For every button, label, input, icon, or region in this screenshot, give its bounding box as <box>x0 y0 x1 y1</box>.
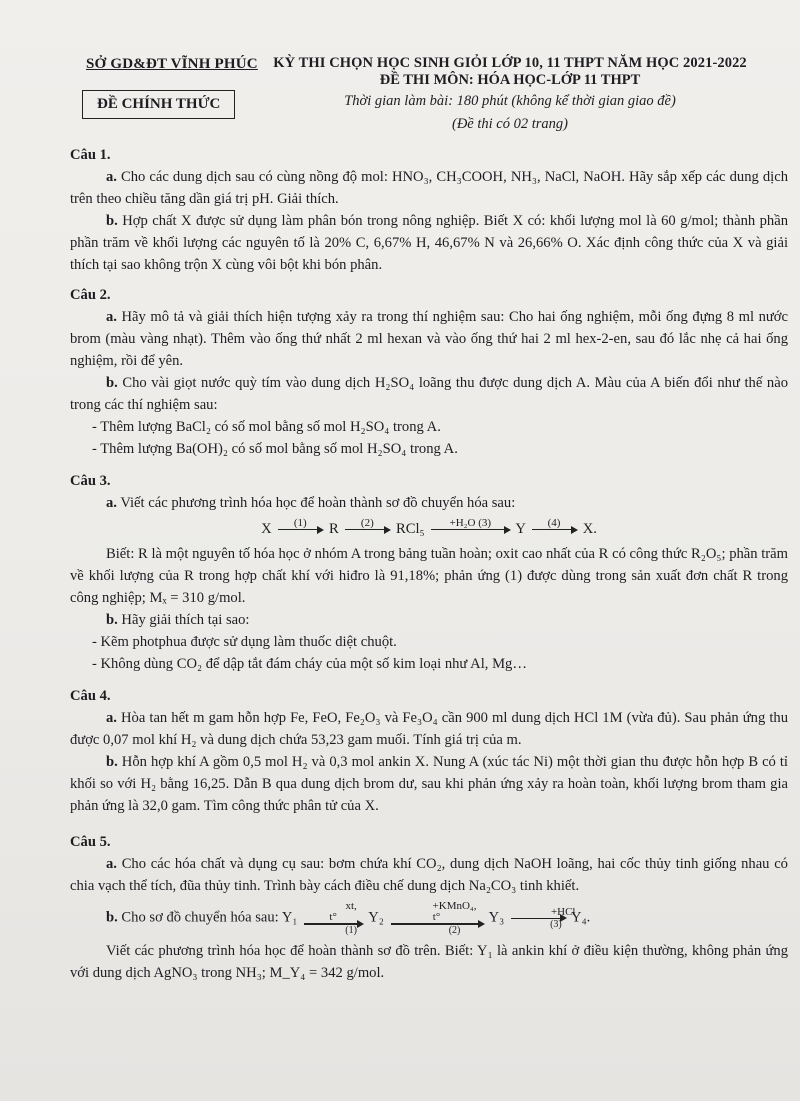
question-text: Hãy giải thích tại sao: <box>121 612 250 629</box>
exam-title: KỲ THI CHỌN HỌC SINH GIỎI LỚP 10, 11 THPT NĂM HỌC 2021-2022 <box>273 55 747 71</box>
question-2-title: Câu 2. <box>70 287 111 303</box>
species: X. <box>582 521 597 537</box>
exam-content <box>70 138 788 984</box>
exam-subject: ĐỀ THI MÔN: HÓA HỌC-LỚP 11 THPT <box>379 72 641 88</box>
arrow-label: (3) <box>550 919 562 931</box>
reaction-arrow <box>391 901 483 935</box>
exam-duration: Thời gian làm bài: 180 phút (không kể thời gian giao đề) <box>344 93 676 109</box>
arrow-label: (4) <box>547 517 561 529</box>
arrow-label: xt, t° <box>329 900 357 924</box>
header-right <box>270 55 750 133</box>
question-4b <box>70 751 788 817</box>
species: Y <box>515 521 526 537</box>
species: Y₂ <box>368 909 384 926</box>
part-label: a. <box>106 309 117 325</box>
part-label: b. <box>106 909 118 926</box>
question-4-title: Câu 4. <box>70 688 111 705</box>
reaction-arrow <box>431 518 509 541</box>
question-5-title: Câu 5. <box>70 834 111 851</box>
species: Y₁ <box>281 909 298 926</box>
reaction-arrow <box>511 905 576 931</box>
species: Y₃ <box>488 909 505 926</box>
question-text: Cho vài giọt nước quỳ tím vào dung dịch H₂SO₄ loãng thu được dung dịch A. Màu của A biến đổi như thế nào trong các thí nghiệm sau: <box>70 375 788 413</box>
question-3-note: Biết: R là một nguyên tố hóa học ở nhóm A trong bảng tuần hoàn; oxit cao nhất của R có công thức R₂O₅; phần trăm về khối lượng của R trong hợp chất khí với hiđro là 91,18%; phản ứng (1) được dùng trong sản xuất đơn chất R trong công nghiệp; Mₓ = 310 g/mol. <box>70 546 788 607</box>
part-label: b. <box>106 213 118 229</box>
part-label: a. <box>106 169 117 185</box>
header-left <box>86 56 266 73</box>
question-5a <box>70 853 788 897</box>
question-3a <box>70 492 788 514</box>
question-text: Cho sơ đồ chuyển hóa sau: <box>121 909 279 926</box>
arrow-label: (2) <box>360 517 374 529</box>
pages-note: (Đề thi có 02 trang) <box>452 116 568 132</box>
part-label: b. <box>106 612 118 629</box>
species: X <box>261 521 272 537</box>
arrow-label: +KMnO₄, t° <box>432 900 477 924</box>
question-1a <box>70 166 788 210</box>
list-item: - Thêm lượng Ba(OH)₂ có số mol bằng số mol H₂SO₄ trong A. <box>92 441 458 457</box>
department-name: SỞ GD&ĐT VĨNH PHÚC <box>86 56 258 72</box>
arrow-label: (2) <box>448 924 461 936</box>
part-label: b. <box>106 375 118 391</box>
reaction-scheme-1 <box>70 518 788 541</box>
question-text: Viết các phương trình hóa học để hoàn thành sơ đồ chuyển hóa sau: <box>120 495 516 511</box>
reaction-arrow <box>532 518 576 541</box>
question-3-title: Câu 3. <box>70 473 111 489</box>
part-label: a. <box>106 495 117 511</box>
question-text: Hợp chất X được sử dụng làm phân bón trong nông nghiệp. Biết X có: khối lượng mol là 60 g/mol; thành phần phần trăm về khối lượng các nguyên tố là 20% C, 6,67% H, 46,67% N và 26,66% O. Xác định công thức của X và giải thích tại sao không trộn X cùng vôi bột khi bón phân. <box>70 213 789 273</box>
reaction-arrow <box>278 518 322 541</box>
official-badge: ĐỀ CHÍNH THỨC <box>82 90 235 119</box>
part-label: a. <box>106 856 117 873</box>
question-2b <box>70 372 788 416</box>
question-5b <box>70 901 788 935</box>
question-text: Hỗn hợp khí A gồm 0,5 mol H₂ và 0,3 mol ankin X. Nung A (xúc tác Ni) một thời gian thu được hỗn hợp B có tỉ khối so với H₂ bằng 16,25. Dẫn B qua dung dịch brom dư, sau khi phản ứng xảy ra hoàn toàn, khối lượng brom tham gia phản ứng là 32,0 gam. Tìm công thức phân tử của X. <box>70 754 788 815</box>
arrow-label: (1) <box>293 517 307 529</box>
question-3b <box>70 609 788 631</box>
reaction-arrow <box>304 901 362 935</box>
arrow-label: (1) <box>345 924 357 936</box>
question-2a <box>70 306 788 372</box>
list-item: - Thêm lượng BaCl₂ có số mol bằng số mol H₂SO₄ trong A. <box>92 419 441 435</box>
species: RCl₅ <box>396 521 425 537</box>
part-label: a. <box>106 710 117 727</box>
species: R <box>328 521 339 537</box>
part-label: b. <box>106 754 118 771</box>
question-text: Cho các dung dịch sau có cùng nồng độ mol: HNO₃, CH₃COOH, NH₃, NaCl, NaOH. Hãy sắp xếp các dung dịch trên theo chiều tăng dần giá trị pH. Giải thích. <box>70 169 788 207</box>
question-5-note: Viết các phương trình hóa học để hoàn thành sơ đồ trên. Biết: Y₁ là ankin khí ở điều kiện thường, không phản ứng với dung dịch AgNO₃ trong NH₃; M_Y₄ = 342 g/mol. <box>70 942 788 981</box>
list-item: - Kẽm photphua được sử dụng làm thuốc diệt chuột. <box>92 634 397 651</box>
list-item: - Không dùng CO₂ để dập tắt đám cháy của một số kim loại như Al, Mg… <box>92 656 527 673</box>
question-4a <box>70 707 788 751</box>
question-text: Cho các hóa chất và dụng cụ sau: bơm chứa khí CO₂, dung dịch NaOH loãng, hai cốc thủy tinh giống nhau có chia vạch thể tích, đũa thủy tinh. Trình bày cách điều chế dung dịch Na₂CO₃ tinh khiết. <box>70 856 788 895</box>
question-text: Hòa tan hết m gam hỗn hợp Fe, FeO, Fe₂O₃ và Fe₃O₄ cần 900 ml dung dịch HCl 1M (vừa đủ). Sau phản ứng thu được 0,07 mol khí H₂ và dung dịch chứa 53,23 gam muối. Tính giá trị của m. <box>70 710 788 749</box>
reaction-arrow <box>345 518 389 541</box>
question-1b <box>70 210 788 276</box>
arrow-label: +H₂O (3) <box>449 517 492 529</box>
question-1-title: Câu 1. <box>70 147 111 163</box>
question-text: Hãy mô tả và giải thích hiện tượng xảy ra trong thí nghiệm sau: Cho hai ống nghiệm, mỗi ống đựng 8 ml nước brom (màu vàng nhạt). Thêm vào ống thứ nhất 2 ml hexan và vào ống thứ hai 2 ml hex-2-en, sau đó lắc nhẹ cả hai ống nghiệm, rồi để yên. <box>70 309 788 369</box>
arrow-label: +HCl <box>550 905 576 918</box>
species: Y₄. <box>571 909 591 926</box>
